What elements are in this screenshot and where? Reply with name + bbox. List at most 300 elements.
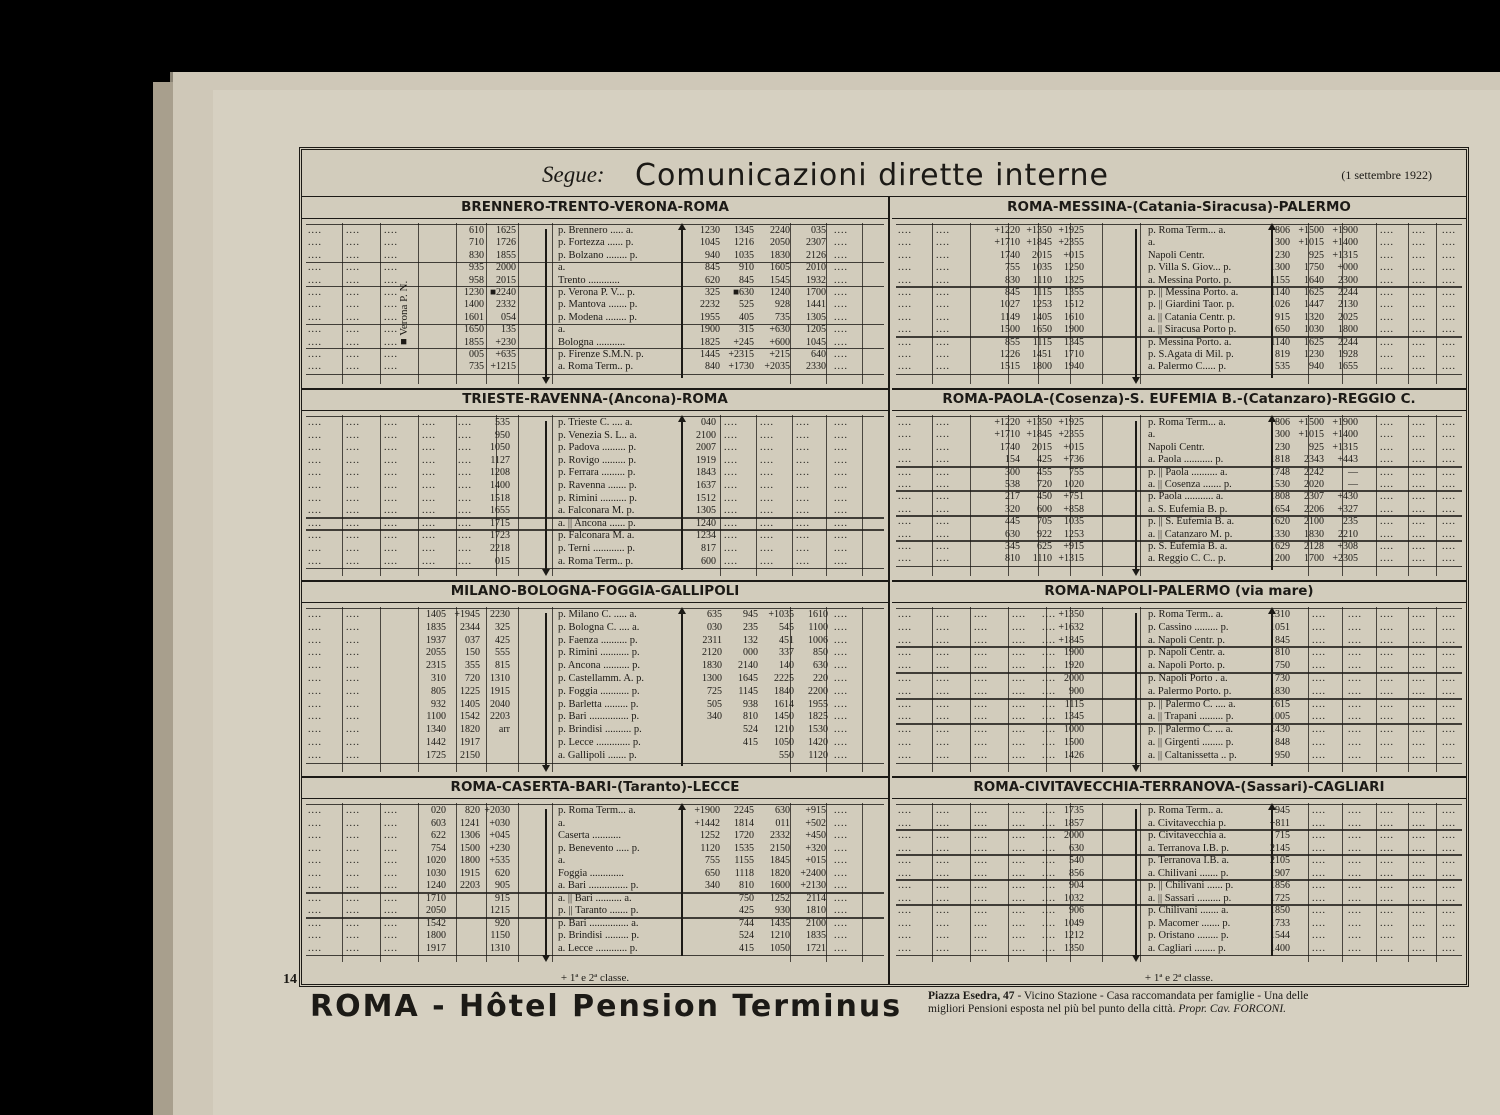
empty-cell: .... bbox=[1412, 225, 1426, 236]
time-cell: 1345 bbox=[734, 225, 754, 236]
empty-cell: .... bbox=[1442, 749, 1456, 761]
empty-cell: .... bbox=[898, 698, 912, 710]
empty-cell: .... bbox=[1380, 634, 1394, 646]
time-cell: +600 bbox=[769, 336, 790, 348]
time-cell: 525 bbox=[739, 299, 754, 311]
table-row bbox=[896, 349, 1462, 360]
empty-cell: .... bbox=[974, 737, 988, 748]
timetable-grid bbox=[306, 415, 884, 576]
time-cell: +015 bbox=[805, 855, 826, 866]
table-row bbox=[896, 237, 1462, 248]
timetable-header bbox=[302, 150, 1466, 197]
empty-cell: .... bbox=[936, 491, 950, 503]
empty-cell: .... bbox=[384, 262, 398, 274]
time-cell: 1150 bbox=[490, 930, 510, 941]
empty-cell: .... bbox=[384, 867, 398, 879]
table-row bbox=[896, 299, 1462, 310]
empty-cell: .... bbox=[724, 555, 738, 567]
time-cell: +1632 bbox=[1058, 621, 1084, 633]
empty-cell: .... bbox=[974, 634, 988, 646]
empty-cell: .... bbox=[834, 737, 848, 748]
empty-cell: .... bbox=[384, 274, 398, 286]
time-cell: 1120 bbox=[700, 842, 720, 854]
station-name: p. Cassino ......... p. bbox=[1148, 621, 1229, 633]
station-name: p. Lecce ............. p. bbox=[558, 737, 641, 748]
empty-cell: .... bbox=[834, 842, 848, 854]
time-cell: 1542 bbox=[426, 917, 446, 929]
empty-cell: .... bbox=[1442, 634, 1456, 646]
empty-cell: .... bbox=[936, 830, 950, 841]
empty-cell: .... bbox=[1380, 503, 1394, 515]
section-caserta bbox=[302, 776, 888, 966]
empty-cell: .... bbox=[898, 349, 912, 360]
time-cell: 1405 bbox=[1032, 311, 1052, 323]
time-cell: 2225 bbox=[774, 673, 794, 684]
time-cell: +1220 bbox=[994, 417, 1020, 428]
time-cell: 720 bbox=[1037, 479, 1052, 490]
time-cell: 1450 bbox=[774, 711, 794, 723]
empty-cell: .... bbox=[1412, 711, 1426, 723]
empty-cell: .... bbox=[1442, 454, 1456, 466]
left-column bbox=[302, 196, 890, 984]
time-cell: 1820 bbox=[460, 724, 480, 736]
empty-cell: .... bbox=[898, 609, 912, 620]
empty-cell: .... bbox=[1380, 660, 1394, 672]
empty-cell: .... bbox=[1442, 225, 1456, 236]
time-cell: 1400 bbox=[464, 299, 484, 311]
empty-cell: .... bbox=[1380, 942, 1394, 954]
time-cell: 2150 bbox=[460, 749, 480, 761]
table-row bbox=[306, 237, 884, 248]
time-cell: 2311 bbox=[702, 634, 722, 646]
table-row bbox=[896, 467, 1462, 478]
empty-cell: .... bbox=[1412, 805, 1426, 816]
time-cell: 1216 bbox=[734, 237, 754, 249]
time-cell: 819 bbox=[1275, 349, 1290, 360]
time-cell: 2210 bbox=[1338, 528, 1358, 540]
time-cell: +1730 bbox=[728, 361, 754, 373]
time-cell: +1845 bbox=[1026, 429, 1052, 441]
advert-line2: migliori Pensioni esposta nel più bel punto della città. bbox=[928, 1003, 1176, 1015]
time-cell: 1820 bbox=[770, 867, 790, 879]
time-cell: 000 bbox=[743, 647, 758, 659]
time-cell: 2015 bbox=[496, 274, 516, 286]
time-cell: 2206 bbox=[1304, 503, 1324, 515]
time-cell: 2344 bbox=[460, 621, 480, 633]
empty-cell: .... bbox=[834, 805, 848, 816]
table-row bbox=[306, 918, 884, 929]
empty-cell: .... bbox=[936, 249, 950, 261]
time-cell: 1420 bbox=[808, 737, 828, 748]
time-cell: 1400 bbox=[490, 480, 510, 491]
station-name: p. Paola ........... a. bbox=[1148, 491, 1224, 503]
time-cell: — bbox=[1348, 466, 1358, 478]
time-cell: 1325 bbox=[1064, 274, 1084, 286]
empty-cell: .... bbox=[1042, 711, 1056, 723]
time-cell: 2100 bbox=[696, 429, 716, 441]
station-name: a. || Sassari ......... p. bbox=[1148, 892, 1232, 904]
empty-cell: .... bbox=[1412, 609, 1426, 620]
time-cell: 1825 bbox=[700, 336, 720, 348]
empty-cell: .... bbox=[308, 805, 322, 816]
empty-cell: .... bbox=[1312, 685, 1326, 697]
empty-cell: .... bbox=[1442, 361, 1456, 373]
empty-cell: .... bbox=[834, 349, 848, 360]
time-cell: 2315 bbox=[426, 660, 446, 672]
footnote-right: + 1ª e 2ª classe. bbox=[1144, 972, 1214, 984]
time-cell: 1234 bbox=[696, 530, 716, 542]
empty-cell: .... bbox=[346, 324, 360, 336]
empty-cell: .... bbox=[1412, 349, 1426, 360]
table-row bbox=[306, 225, 884, 236]
empty-cell: .... bbox=[308, 930, 322, 941]
table-row bbox=[306, 609, 884, 620]
time-cell: +1215 bbox=[490, 361, 516, 373]
empty-cell: .... bbox=[1412, 491, 1426, 503]
empty-cell: .... bbox=[1348, 621, 1362, 633]
empty-cell: .... bbox=[308, 817, 322, 829]
empty-cell: .... bbox=[1012, 724, 1026, 736]
empty-cell: .... bbox=[384, 543, 398, 554]
time-cell: 810 bbox=[1275, 647, 1290, 659]
time-cell: 1725 bbox=[1270, 892, 1290, 904]
empty-cell: .... bbox=[898, 479, 912, 490]
time-cell: 1140 bbox=[1270, 287, 1290, 298]
empty-cell: .... bbox=[346, 634, 360, 646]
station-name: p. S.Agata di Mil. p. bbox=[1148, 349, 1234, 360]
station-name: a. || Caltanissetta .. p. bbox=[1148, 749, 1237, 761]
timetable-grid bbox=[896, 607, 1462, 772]
empty-cell: .... bbox=[936, 842, 950, 854]
station-name: p. || Palermo C. .... a. bbox=[1148, 698, 1236, 710]
empty-cell: .... bbox=[308, 287, 322, 298]
empty-cell: .... bbox=[458, 467, 472, 479]
empty-cell: .... bbox=[1442, 336, 1456, 348]
empty-cell: .... bbox=[308, 467, 322, 479]
empty-cell: .... bbox=[936, 711, 950, 723]
empty-cell: .... bbox=[834, 225, 848, 236]
time-cell: 950 bbox=[1275, 749, 1290, 761]
empty-cell: .... bbox=[898, 516, 912, 528]
table-row bbox=[306, 818, 884, 829]
empty-cell: .... bbox=[834, 647, 848, 659]
station-name: a. || Bari .......... a. bbox=[558, 892, 632, 904]
section-messina bbox=[892, 196, 1466, 390]
time-cell: 1900 bbox=[1064, 647, 1084, 659]
side-label-verona: ■ Verona P. N. bbox=[398, 280, 410, 345]
time-cell: 1305 bbox=[696, 505, 716, 517]
time-cell: 1955 bbox=[808, 698, 828, 710]
time-cell: 524 bbox=[739, 930, 754, 941]
time-cell: 1330 bbox=[1270, 528, 1290, 540]
time-cell: 1900 bbox=[1064, 324, 1084, 336]
empty-cell: .... bbox=[1412, 830, 1426, 841]
empty-cell: .... bbox=[1348, 867, 1362, 879]
empty-cell: .... bbox=[1380, 441, 1394, 453]
station-name: p. Bari ............... a. bbox=[558, 917, 639, 929]
station-name: a. Roma Term.. p. bbox=[558, 361, 634, 373]
time-cell: 1855 bbox=[496, 249, 516, 261]
station-name: p. Barletta ......... p. bbox=[558, 698, 639, 710]
time-cell: 2307 bbox=[806, 237, 826, 249]
empty-cell: .... bbox=[384, 429, 398, 441]
empty-cell: .... bbox=[384, 817, 398, 829]
empty-cell: .... bbox=[346, 543, 360, 554]
section-body bbox=[892, 799, 1466, 966]
table-row bbox=[896, 943, 1462, 954]
empty-cell: .... bbox=[898, 503, 912, 515]
time-cell: 140 bbox=[779, 660, 794, 672]
station-name: p. Ferrara ......... p. bbox=[558, 467, 636, 479]
empty-cell: .... bbox=[1442, 249, 1456, 261]
empty-cell: .... bbox=[1442, 274, 1456, 286]
empty-cell: .... bbox=[1412, 441, 1426, 453]
empty-cell: .... bbox=[1012, 867, 1026, 879]
time-cell: 2126 bbox=[806, 249, 826, 261]
time-cell: 1230 bbox=[700, 225, 720, 236]
time-cell: 915 bbox=[495, 892, 510, 904]
empty-cell: .... bbox=[974, 880, 988, 891]
time-cell: +1900 bbox=[1332, 225, 1358, 236]
empty-cell: .... bbox=[422, 467, 436, 479]
empty-cell: .... bbox=[1412, 237, 1426, 249]
station-name: p. Roma Term.. a. bbox=[1148, 609, 1224, 620]
time-cell: 635 bbox=[707, 609, 722, 620]
empty-cell: .... bbox=[308, 237, 322, 249]
time-cell: 805 bbox=[431, 685, 446, 697]
empty-cell: .... bbox=[308, 454, 322, 466]
empty-cell: .... bbox=[834, 543, 848, 554]
empty-cell: .... bbox=[1380, 491, 1394, 503]
empty-cell: .... bbox=[458, 505, 472, 517]
empty-cell: .... bbox=[898, 541, 912, 552]
empty-cell: .... bbox=[1442, 660, 1456, 672]
empty-cell: .... bbox=[384, 555, 398, 567]
empty-cell: .... bbox=[834, 530, 848, 542]
empty-cell: .... bbox=[458, 429, 472, 441]
empty-cell: .... bbox=[1442, 311, 1456, 323]
empty-cell: .... bbox=[1012, 905, 1026, 916]
empty-cell: .... bbox=[1442, 553, 1456, 565]
empty-cell: .... bbox=[1380, 724, 1394, 736]
station-name: p. Rimini ........... p. bbox=[558, 647, 640, 659]
station-name: a. || Cosenza ....... p. bbox=[1148, 479, 1232, 490]
station-name: a. Palermo C..... p. bbox=[1148, 361, 1227, 373]
time-cell: 610 bbox=[469, 225, 484, 236]
table-row bbox=[896, 647, 1462, 658]
section-paola bbox=[892, 388, 1466, 582]
empty-cell: .... bbox=[974, 698, 988, 710]
table-row bbox=[896, 880, 1462, 891]
empty-cell: .... bbox=[1042, 673, 1056, 684]
time-cell: 1655 bbox=[490, 505, 510, 517]
time-cell: +015 bbox=[1063, 249, 1084, 261]
station-name: p. Rovigo ......... p. bbox=[558, 454, 637, 466]
time-cell: 235 bbox=[743, 621, 758, 633]
empty-cell: .... bbox=[974, 855, 988, 866]
section-body bbox=[892, 219, 1466, 388]
empty-cell: .... bbox=[346, 698, 360, 710]
time-cell: 2105 bbox=[1270, 855, 1290, 866]
empty-cell: .... bbox=[898, 737, 912, 748]
empty-cell: .... bbox=[1380, 311, 1394, 323]
empty-cell: .... bbox=[1312, 609, 1326, 620]
table-row bbox=[306, 361, 884, 372]
empty-cell: .... bbox=[1442, 237, 1456, 249]
section-trieste bbox=[302, 388, 888, 582]
empty-cell: .... bbox=[384, 830, 398, 841]
empty-cell: .... bbox=[308, 892, 322, 904]
time-cell: 355 bbox=[465, 660, 480, 672]
station-name: p. || Chilivani ...... p. bbox=[1148, 880, 1234, 891]
time-cell: 925 bbox=[1309, 441, 1324, 453]
table-row bbox=[896, 737, 1462, 748]
time-cell: +1015 bbox=[1298, 429, 1324, 441]
empty-cell: .... bbox=[1412, 634, 1426, 646]
empty-cell: .... bbox=[1412, 685, 1426, 697]
empty-cell: .... bbox=[346, 225, 360, 236]
time-cell: 630 bbox=[1069, 842, 1084, 854]
empty-cell: .... bbox=[1442, 673, 1456, 684]
empty-cell: .... bbox=[1380, 737, 1394, 748]
table-row bbox=[306, 480, 884, 491]
time-cell: 1000 bbox=[1064, 724, 1084, 736]
station-name: a. Napoli Centr. p. bbox=[1148, 634, 1225, 646]
empty-cell: .... bbox=[1412, 660, 1426, 672]
empty-cell: .... bbox=[974, 805, 988, 816]
empty-cell: .... bbox=[1012, 892, 1026, 904]
station-name: p. Napoli Porto . a. bbox=[1148, 673, 1228, 684]
empty-cell: .... bbox=[898, 336, 912, 348]
empty-cell: .... bbox=[1412, 621, 1426, 633]
time-cell: 625 bbox=[1037, 541, 1052, 552]
empty-cell: .... bbox=[1012, 634, 1026, 646]
time-cell: 935 bbox=[469, 262, 484, 274]
time-cell: 2114 bbox=[806, 892, 826, 904]
time-cell: 1340 bbox=[426, 724, 446, 736]
empty-cell: .... bbox=[1042, 609, 1056, 620]
empty-cell: .... bbox=[1442, 711, 1456, 723]
empty-cell: .... bbox=[834, 609, 848, 620]
table-row bbox=[896, 262, 1462, 273]
time-cell: 1205 bbox=[806, 324, 826, 336]
empty-cell: .... bbox=[1348, 698, 1362, 710]
section-body bbox=[302, 411, 888, 580]
table-row bbox=[896, 250, 1462, 261]
empty-cell: .... bbox=[1348, 830, 1362, 841]
empty-cell: .... bbox=[760, 429, 774, 441]
time-cell: 2203 bbox=[490, 711, 510, 723]
empty-cell: .... bbox=[1442, 917, 1456, 929]
empty-cell: .... bbox=[834, 673, 848, 684]
empty-cell: .... bbox=[1348, 892, 1362, 904]
empty-cell: .... bbox=[898, 892, 912, 904]
table-row bbox=[306, 455, 884, 466]
time-cell: — bbox=[1348, 479, 1358, 490]
station-name: a. Palermo Porto. p. bbox=[1148, 685, 1232, 697]
time-cell: 1518 bbox=[490, 492, 510, 504]
empty-cell: .... bbox=[1312, 917, 1326, 929]
empty-cell: .... bbox=[760, 492, 774, 504]
empty-cell: .... bbox=[1412, 880, 1426, 891]
table-row bbox=[306, 843, 884, 854]
time-cell: 1615 bbox=[1270, 698, 1290, 710]
time-cell: +327 bbox=[1337, 503, 1358, 515]
empty-cell: .... bbox=[936, 553, 950, 565]
empty-cell: .... bbox=[1412, 737, 1426, 748]
empty-cell: .... bbox=[308, 685, 322, 697]
empty-cell: .... bbox=[1412, 817, 1426, 829]
time-cell: 1100 bbox=[808, 621, 828, 633]
time-cell: 445 bbox=[1005, 516, 1020, 528]
empty-cell: .... bbox=[346, 647, 360, 659]
empty-cell: .... bbox=[796, 429, 810, 441]
empty-cell: .... bbox=[1348, 855, 1362, 866]
empty-cell: .... bbox=[936, 724, 950, 736]
time-cell: 1857 bbox=[1064, 817, 1084, 829]
time-cell: 1045 bbox=[700, 237, 720, 249]
table-row bbox=[306, 699, 884, 710]
empty-cell: .... bbox=[346, 249, 360, 261]
station-name: p. || Paola .......... a. bbox=[1148, 466, 1228, 478]
page-number: 14 bbox=[283, 972, 297, 987]
time-cell: 1049 bbox=[1064, 917, 1084, 929]
time-cell: 2128 bbox=[1304, 541, 1324, 552]
time-cell: 750 bbox=[739, 892, 754, 904]
empty-cell: .... bbox=[346, 685, 360, 697]
empty-cell: .... bbox=[346, 749, 360, 761]
time-cell: 037 bbox=[465, 634, 480, 646]
empty-cell: .... bbox=[974, 647, 988, 659]
station-name: p. Fortezza ...... p. bbox=[558, 237, 634, 249]
empty-cell: .... bbox=[1348, 917, 1362, 929]
empty-cell: .... bbox=[724, 417, 738, 428]
empty-cell: .... bbox=[834, 454, 848, 466]
time-cell: 848 bbox=[1275, 737, 1290, 748]
empty-cell: .... bbox=[898, 942, 912, 954]
empty-cell: .... bbox=[1412, 417, 1426, 428]
empty-cell: .... bbox=[346, 299, 360, 311]
empty-cell: .... bbox=[898, 621, 912, 633]
empty-cell: .... bbox=[936, 336, 950, 348]
station-name: a. bbox=[558, 324, 566, 336]
station-name: a. || Ancona ...... p. bbox=[558, 517, 636, 529]
empty-cell: .... bbox=[458, 530, 472, 542]
station-name: a. bbox=[558, 262, 566, 274]
empty-cell: .... bbox=[724, 480, 738, 491]
empty-cell: .... bbox=[834, 892, 848, 904]
time-cell: 1253 bbox=[1032, 299, 1052, 311]
time-cell: 1225 bbox=[460, 685, 480, 697]
empty-cell: .... bbox=[308, 724, 322, 736]
empty-cell: .... bbox=[1042, 817, 1056, 829]
empty-cell: .... bbox=[1348, 647, 1362, 659]
empty-cell: .... bbox=[834, 855, 848, 866]
empty-cell: .... bbox=[1042, 867, 1056, 879]
empty-cell: .... bbox=[384, 349, 398, 360]
time-cell: 1655 bbox=[1338, 361, 1358, 373]
empty-cell: .... bbox=[1442, 479, 1456, 490]
table-row bbox=[896, 429, 1462, 440]
empty-cell: .... bbox=[974, 842, 988, 854]
segue-label: Segue: bbox=[542, 162, 605, 187]
empty-cell: .... bbox=[1042, 660, 1056, 672]
time-cell: +1925 bbox=[1058, 225, 1084, 236]
empty-cell: .... bbox=[1380, 621, 1394, 633]
time-cell: 150 bbox=[465, 647, 480, 659]
empty-cell: .... bbox=[1412, 324, 1426, 336]
empty-cell: .... bbox=[974, 905, 988, 916]
